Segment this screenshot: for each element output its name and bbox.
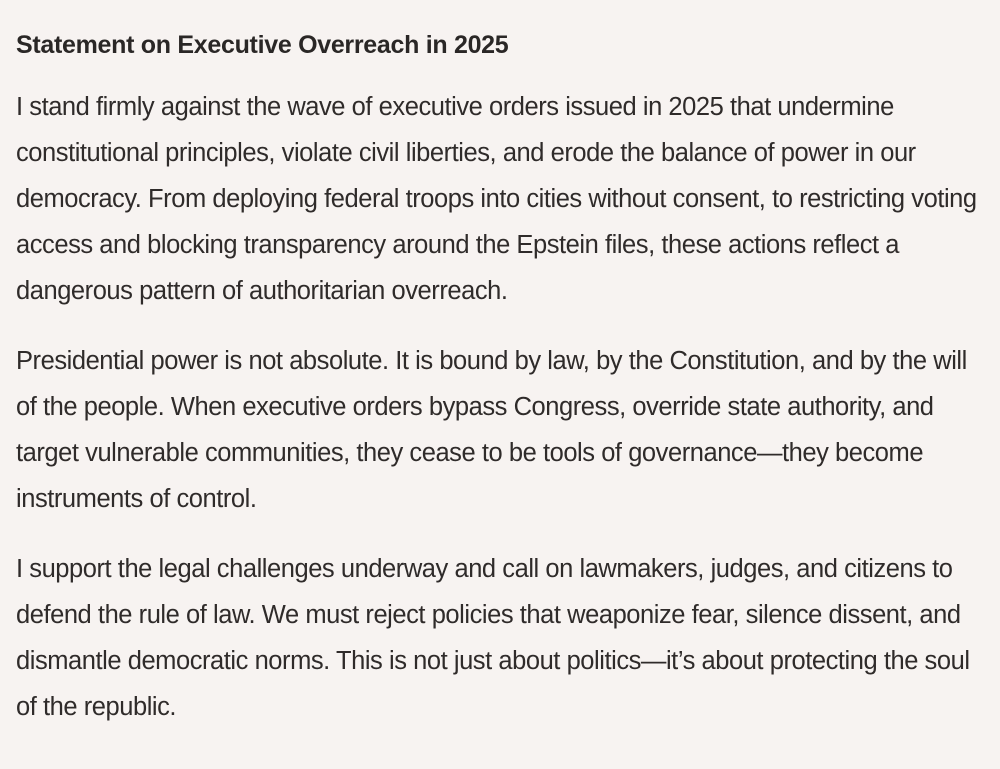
- statement-title: Statement on Executive Overreach in 2025: [16, 31, 509, 59]
- paragraph-1: I stand firmly against the wave of executive orders issued in 2025 that undermine constitutional principles, violate civil liberties, and erode the balance of power in our democracy. From deploying federal troops into cities without consent, to restricting voting access and blocking transparency around the Epstein files, these actions reflect a dangerous pattern of authoritarian overreach.: [16, 93, 977, 305]
- paragraph-3: I support the legal challenges underway and call on lawmakers, judges, and citizens to defend the rule of law. We must reject policies that weaponize fear, silence dissent, and dismantle democratic norms. This is not just about politics—it’s about protecting the soul of the republic.: [16, 555, 970, 721]
- paragraph-2: Presidential power is not absolute. It is bound by law, by the Constitution, and by the will of the people. When executive orders bypass Congress, override state authority, and target vulnerable communities, they cease to be tools of governance—they become instruments of control.: [16, 347, 967, 513]
